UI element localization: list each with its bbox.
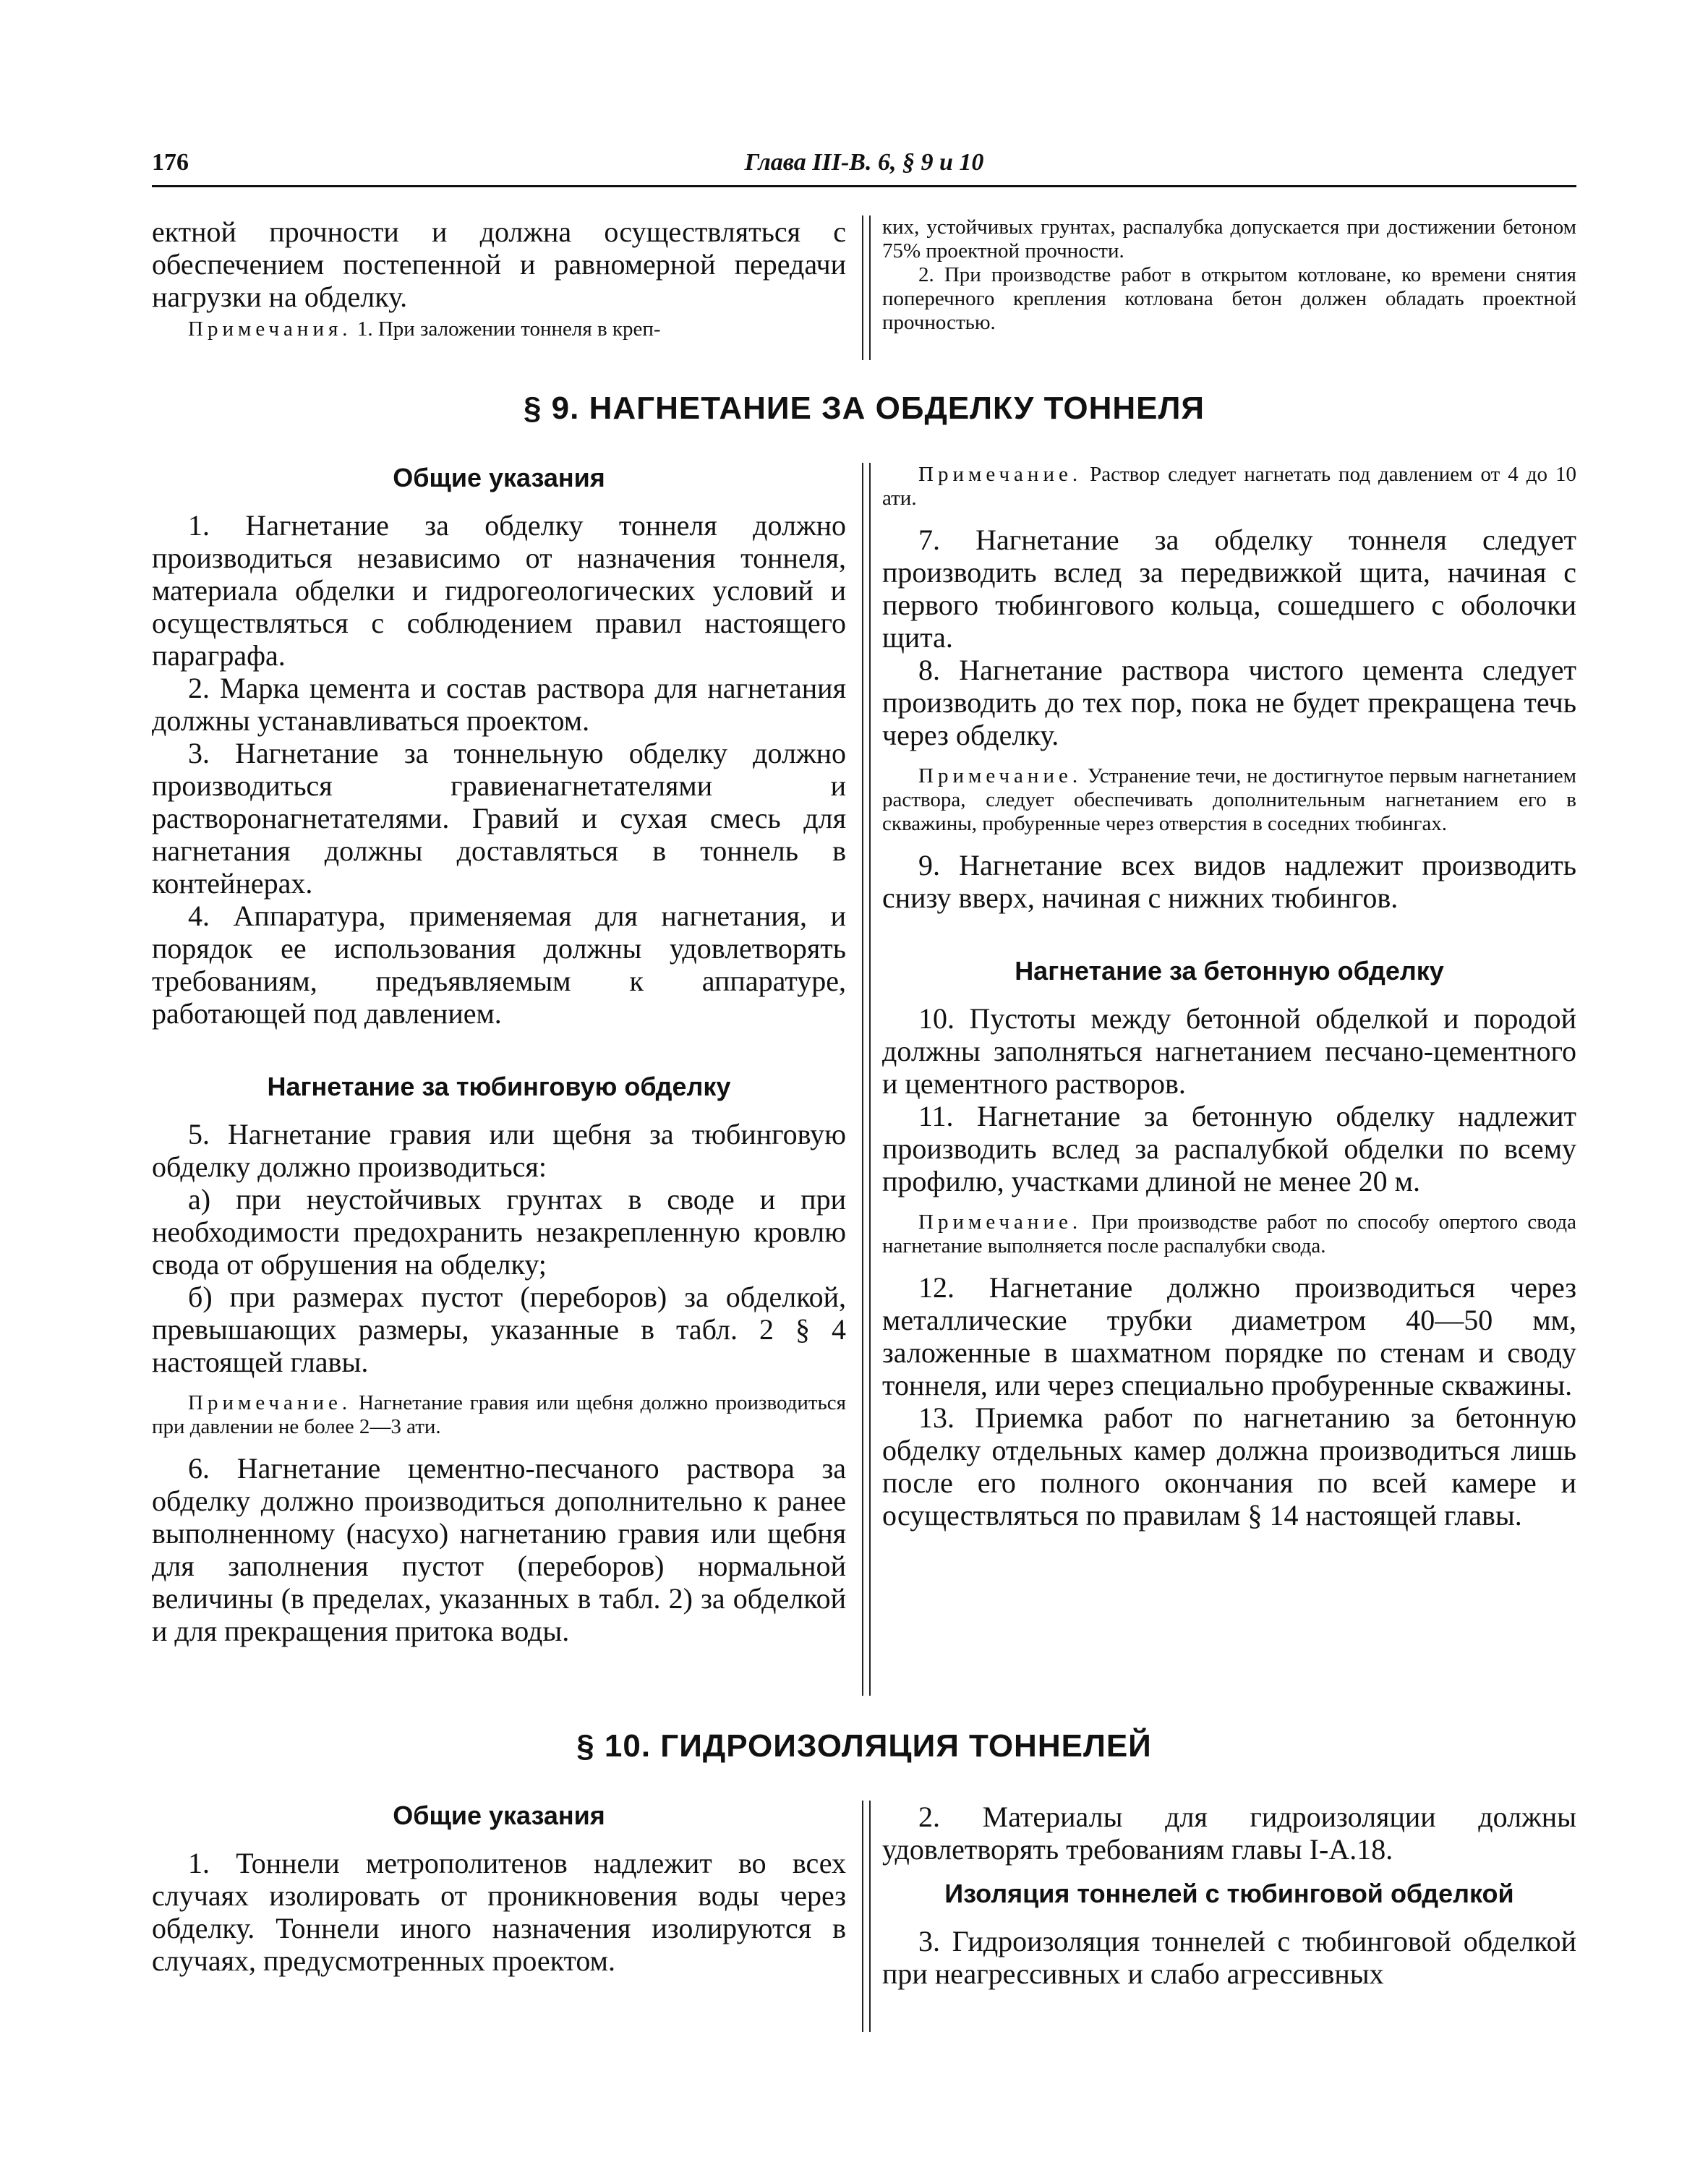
running-head: Глава III-В. 6, § 9 и 10	[744, 149, 984, 176]
note-text: При производстве работ по способу опертого свода нагнетание выполняется после распалубки свода.	[882, 1210, 1576, 1257]
page-number: 176	[152, 149, 189, 176]
column-divider	[862, 463, 871, 1696]
item-2: 2. Марка цемента и состав раствора для нагнетания должны устанавливаться проектом.	[152, 672, 846, 737]
note-label: Примечания.	[188, 317, 352, 341]
section-10-left-column	[152, 1801, 846, 1977]
notes-start	[152, 317, 846, 341]
continuation-paragraph: ектной прочности и должна осуществляться с обеспечением постепенной и равномерной передачи нагрузки на обделку.	[152, 215, 846, 313]
note-2: 2. При производстве работ в открытом котловане, ко времени снятия поперечного крепления котлована бетон должен обладать проектной прочностью.	[882, 263, 1576, 334]
subhead-general-instructions: Общие указания	[393, 1801, 605, 1830]
header-rule	[152, 185, 1576, 187]
subhead-tubing-insulation: Изоляция тоннелей с тюбинговой обделкой	[944, 1879, 1514, 1908]
item-8: 8. Нагнетание раствора чистого цемента следует производить до тех пор, пока не будет прекращена течь через обделку.	[882, 654, 1576, 751]
note-text: Нагнетание гравия или щебня должно производиться при давлении не более 2—3 ати.	[152, 1391, 846, 1438]
item-3: 3. Гидроизоляция тоннелей с тюбинговой обделкой при неагрессивных и слабо агрессивных	[882, 1925, 1576, 1990]
section-10-body	[152, 1801, 1576, 2032]
item-6: 6. Нагнетание цементно-песчаного раствора за обделку должно производиться дополнительно к ранее выполненному (насухо) нагнетанию гравия или щебня для заполнения пустот (переборов) нормальной величины (в пределах, указанных в табл. 2) за обделкой и для прекращения притока воды.	[152, 1452, 846, 1647]
item-13: 13. Приемка работ по нагнетанию за бетонную обделку отдельных камер должна производиться лишь после его полного окончания по всей камере и осуществляться по правилам § 14 настоящей главы.	[882, 1401, 1576, 1532]
note-text: Устранение течи, не достигнутое первым нагнетанием раствора, следует обеспечивать дополнительным нагнетанием его в скважины, пробуренные через отверстия в соседних тюбингах.	[882, 764, 1576, 835]
item-1: 1. Нагнетание за обделку тоннеля должно производиться независимо от назначения тоннеля, материала обделки и гидрогеологических условий и осуществляться с соблюдением правил настоящего параграфа.	[152, 509, 846, 672]
note-item-6	[882, 463, 1576, 511]
note-item-5	[152, 1391, 846, 1439]
item-2: 2. Материалы для гидроизоляции должны удовлетворять требованиям главы I-А.18.	[882, 1801, 1576, 1866]
note-item-11	[882, 1210, 1576, 1258]
item-12: 12. Нагнетание должно производиться через металлические трубки диаметром 40—50 мм, заложенные в шахматном порядке по стенам и своду тоннеля, или через специально пробуренные скважины.	[882, 1271, 1576, 1401]
note-label: Примечание.	[918, 463, 1083, 486]
item-5: 5. Нагнетание гравия или щебня за тюбинговую обделку должно производиться:	[152, 1118, 846, 1183]
section-9-right-column	[882, 463, 1576, 1532]
note-label: Примечание.	[918, 764, 1083, 787]
item-3: 3. Нагнетание за тоннельную обделку должно производиться гравиенагнетателями и растворонагнетателями. Гравий и сухая смесь для нагнетания должны доставляться в тоннель в контейнерах.	[152, 737, 846, 900]
subhead-tubing-lining: Нагнетание за тюбинговую обделку	[267, 1072, 731, 1101]
item-11: 11. Нагнетание за бетонную обделку надлежит производить вслед за распалубкой обделки по всему профилю, участками длиной не менее 20 м.	[882, 1100, 1576, 1197]
note-item-8	[882, 764, 1576, 836]
item-9: 9. Нагнетание всех видов надлежит производить снизу вверх, начиная с нижних тюбингов.	[882, 849, 1576, 914]
column-divider	[862, 215, 871, 360]
section-9-title: § 9. НАГНЕТАНИЕ ЗА ОБДЕЛКУ ТОННЕЛЯ	[523, 390, 1205, 426]
column-divider	[862, 1801, 871, 2032]
subhead-general-instructions: Общие указания	[393, 463, 605, 492]
item-1: 1. Тоннели метрополитенов надлежит во всех случаях изолировать от проникновения воды через обделку. Тоннели иного назначения изолируются в случаях, предусмотренных проектом.	[152, 1847, 846, 1977]
note-text: Раствор следует нагнетать под давлением от 4 до 10 ати.	[882, 463, 1576, 510]
note-label: Примечание.	[188, 1391, 352, 1414]
top-left-column	[152, 215, 846, 341]
item-10: 10. Пустоты между бетонной обделкой и породой должны заполняться нагнетанием песчано-цементного и цементного растворов.	[882, 1002, 1576, 1100]
item-4: 4. Аппаратура, применяемая для нагнетания, и порядок ее использования должны удовлетворять требованиям, предъявляемым к аппаратуре, работающей под давлением.	[152, 900, 846, 1030]
item-5b: б) при размерах пустот (переборов) за обделкой, превышающих размеры, указанные в табл. 2 § 4 настоящей главы.	[152, 1281, 846, 1378]
subhead-concrete-lining: Нагнетание за бетонную обделку	[1015, 956, 1444, 986]
section-9-body	[152, 463, 1576, 1696]
top-right-column	[882, 215, 1576, 335]
section-10-title: § 10. ГИДРОИЗОЛЯЦИЯ ТОННЕЛЕЙ	[576, 1728, 1152, 1764]
top-continuation	[152, 215, 1576, 360]
section-10-right-column	[882, 1801, 1576, 1990]
item-7: 7. Нагнетание за обделку тоннеля следует производить вслед за передвижкой щита, начиная с первого тюбингового кольца, сошедшего с оболочки щита.	[882, 524, 1576, 654]
item-5a: а) при неустойчивых грунтах в своде и при необходимости предохранить незакрепленную кровлю свода от обрушения на обделку;	[152, 1183, 846, 1281]
note-continuation: ких, устойчивых грунтах, распалубка допускается при достижении бетоном 75% проектной прочности.	[882, 215, 1576, 262]
note-label: Примечание.	[918, 1210, 1083, 1234]
section-9-left-column	[152, 463, 846, 1647]
note-text: 1. При заложении тоннеля в креп-	[351, 317, 661, 341]
